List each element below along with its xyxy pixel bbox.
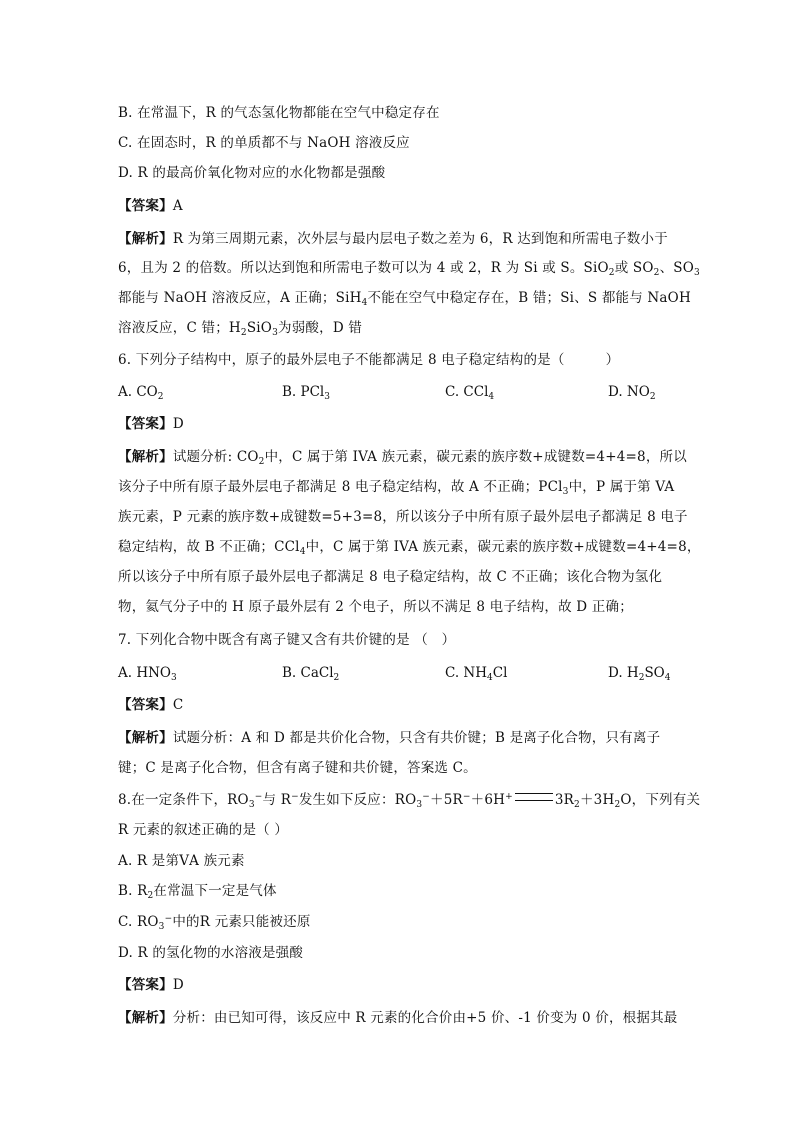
q6-analysis-line-1: 【解析】试题分析: $CO_2$中，C 属于第 IVA 族元素，碳元素的族序数+成键数=4+4=8，所以 (118, 449, 687, 467)
answer-value: C (172, 697, 184, 713)
q7-analysis-line-1: 【解析】试题分析：A 和 D 都是共价化合物，只含有共价键；B 是离子化合物，只有离子 (118, 730, 661, 746)
q6-analysis-line-5: 所以该分子中所有原子最外层电子都满足 8 电子稳定结构，故 C 不正确；该化合物为氢化 (118, 569, 663, 585)
q8-stem-line-1: 8.在一定条件下，$RO_3^-$与 R−发生如下反应：$RO_3^-+5R^-+6H^+$ $3R_2+3H_2O$，下列有关 (118, 792, 701, 810)
q5-answer (118, 196, 183, 216)
q6-analysis-line-3: 族元素，P 元素的族序数+成键数=5+3=8，所以该分子中所有原子最外层电子都满足 8 电子 (118, 509, 688, 525)
q6-analysis-line-6: 物，氦气分子中的 H 原子最外层有 2 个电子，所以不满足 8 电子结构，故 D 正确； (118, 599, 633, 615)
q6-analysis-line-2: 该分子中所有原子最外层电子都满足 8 电子稳定结构，故 A 不正确；PCl$_3$中，P 属于第 VA (118, 479, 675, 497)
answer-value: D (172, 416, 184, 432)
q6-option-d: D. $NO_2$ (608, 384, 656, 402)
q5-option-d: D. R 的最高价氧化物对应的水化物都是强酸 (118, 165, 386, 181)
answer-tag: 【答案】 (118, 198, 173, 214)
q8-option-c: C. $RO_3^-$中的R 元素只能被还原 (118, 914, 311, 932)
analysis-tag: 【解析】 (118, 730, 173, 746)
analysis-tag: 【解析】 (118, 449, 173, 465)
q6-answer (118, 414, 184, 434)
q8-option-b: B. $R_2$在常温下一定是气体 (118, 883, 277, 901)
q6-analysis-line-4: 稳定结构，故 B 不正确；CCl$_4$中，C 属于第 IVA 族元素，碳元素的族序数+成键数=4+4=8， (118, 539, 701, 557)
q5-analysis-line-4: 溶液反应，C 错；$H_2SiO_3$为弱酸，D 错 (118, 320, 363, 338)
answer-tag: 【答案】 (118, 977, 173, 993)
q8-option-a: A. R 是第ⅤA 族元素 (118, 853, 245, 869)
q5-option-b: B. 在常温下，R 的气态氢化物都能在空气中稳定存在 (118, 105, 440, 121)
analysis-tag: 【解析】 (118, 231, 173, 247)
answer-tag: 【答案】 (118, 697, 173, 713)
q5-analysis-line-3: 都能与 NaOH 溶液反应，A 正确；SiH$_4$不能在空气中稳定存在，B 错；Si、S 都能与 NaOH (118, 290, 691, 308)
q5-analysis-line-1: 【解析】R 为第三周期元素，次外层与最内层电子数之差为 6，R 达到饱和所需电子数小于 (118, 231, 668, 247)
q6-option-b: B. PCl$_3$ (282, 384, 330, 402)
q6-option-c: C. CCl$_4$ (445, 384, 495, 402)
q8-analysis-line-1: 【解析】分析：由已知可得，该反应中 R 元素的化合价由+5 价、-1 价变为 0 价，根据其最 (118, 1010, 678, 1026)
reaction-equals-sign (515, 793, 553, 801)
q6-stem: 6. 下列分子结构中，原子的最外层电子不能都满足 8 电子稳定结构的是（ ） (118, 352, 620, 368)
q7-answer (118, 695, 183, 715)
q7-option-d: D. $H_2SO_4$ (608, 665, 671, 683)
answer-value: A (172, 198, 183, 214)
q5-analysis-line-2: 6，且为 2 的倍数。所以达到饱和所需电子数可以为 4 或 2，R 为 Si 或 S。SiO$_2$或 $SO_2$、$SO_3$ (118, 260, 700, 278)
q7-analysis-line-2: 键；C 是离子化合物，但含有离子键和共价键，答案选 C。 (118, 760, 477, 776)
q7-option-b: B. CaCl$_2$ (282, 665, 340, 683)
q8-option-d: D. R 的氢化物的水溶液是强酸 (118, 945, 304, 961)
answer-tag: 【答案】 (118, 416, 173, 432)
q8-answer (118, 975, 184, 995)
q7-option-c: C. $NH_4Cl$ (445, 665, 508, 683)
analysis-tag: 【解析】 (118, 1010, 173, 1026)
q7-option-a: A. $HNO_3$ (118, 665, 177, 683)
answer-value: D (172, 977, 184, 993)
q7-stem: 7. 下列化合物中既含有离子键又含有共价键的是 （ ） (118, 632, 456, 648)
q5-option-c: C. 在固态时，R 的单质都不与 NaOH 溶液反应 (118, 135, 410, 151)
q6-option-a: A. $CO_2$ (118, 384, 164, 402)
q8-stem-line-2: R 元素的叙述正确的是（ ） (118, 822, 289, 838)
